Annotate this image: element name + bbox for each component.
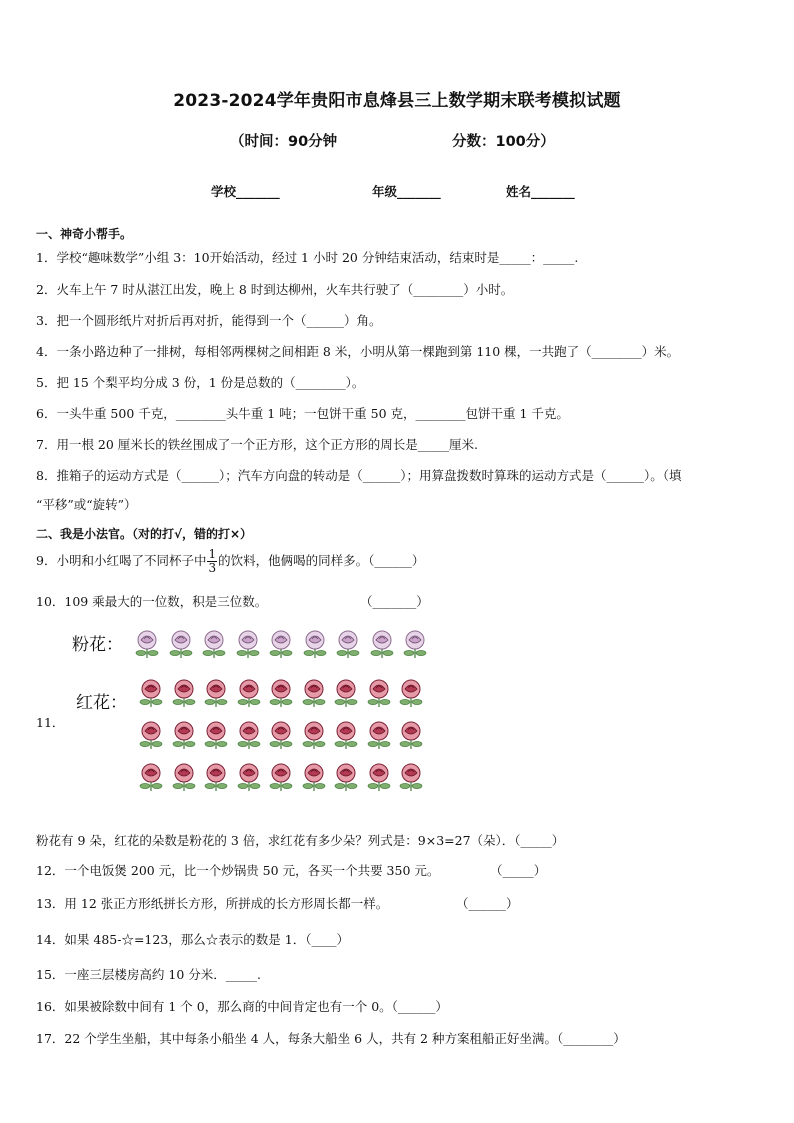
pink-flower-icon xyxy=(199,629,229,659)
red-flower-icon xyxy=(266,720,296,750)
pink-flower-icon xyxy=(266,629,296,659)
red-flower-icon xyxy=(396,762,426,792)
question-12: 12．一个电饭煲 200 元，比一个炒锅贵 50 元，各买一个共要 350 元。 xyxy=(36,863,440,878)
pink-flower-icon xyxy=(166,629,196,659)
question-9 xyxy=(36,548,424,575)
question-7: 7．用一根 20 厘米长的铁丝围成了一个正方形，这个正方形的周长是_____厘米. xyxy=(36,437,479,452)
red-flower-icon xyxy=(266,762,296,792)
pink-flower-label: 粉花： xyxy=(72,635,123,655)
question-10: 10．109 乘最大的一位数，积是三位数。 xyxy=(36,594,268,609)
red-flower-icon xyxy=(234,720,264,750)
question-9-text-after: 的饮料，他俩喝的同样多。（______） xyxy=(218,553,425,568)
question-13: 13．用 12 张正方形纸拼长方形，所拼成的长方形周长都一样。 xyxy=(36,896,389,911)
red-flower-icon xyxy=(331,678,361,708)
grade-field[interactable]: 年级_______ xyxy=(372,184,441,199)
question-9-text-before: 9．小明和小红喝了不同杯子中 xyxy=(36,553,207,568)
pink-flower-icon xyxy=(132,629,162,659)
question-11-number: 11． xyxy=(36,715,65,730)
question-13-answer: （______） xyxy=(456,896,519,911)
fraction-denominator: 3 xyxy=(208,561,217,575)
red-flower-icon xyxy=(396,720,426,750)
red-flower-icon xyxy=(234,762,264,792)
question-1: 1．学校“趣味数学”小组 3：10开始活动，经过 1 小时 20 分钟结束活动，结束时是_____：_____. xyxy=(36,250,579,265)
question-16: 16．如果被除数中间有 1 个 0，那么商的中间肯定也有一个 0。（______） xyxy=(36,999,448,1014)
question-17: 17．22 个学生坐船，其中每条小船坐 4 人，每条大船坐 6 人，共有 2 种方案租船正好坐满。（________） xyxy=(36,1031,626,1046)
red-flower-icon xyxy=(136,762,166,792)
fraction-numerator: 1 xyxy=(208,547,217,561)
red-flower-icon xyxy=(299,678,329,708)
question-2: 2．火车上午 7 时从湛江出发，晚上 8 时到达柳州，火车共行驶了（________）小时。 xyxy=(36,282,514,297)
red-flower-icon xyxy=(299,720,329,750)
red-flower-icon xyxy=(364,762,394,792)
red-flower-icon xyxy=(364,720,394,750)
name-field[interactable]: 姓名_______ xyxy=(506,184,575,199)
red-flower-icon xyxy=(299,762,329,792)
pink-flowers-row xyxy=(132,627,432,663)
question-3: 3．把一个圆形纸片对折后再对折，能得到一个（______）角。 xyxy=(36,313,382,328)
section-1-heading: 一、神奇小帮手。 xyxy=(36,227,133,241)
score-label: 分数：100分） xyxy=(452,134,555,150)
question-5: 5．把 15 个梨平均分成 3 份，1 份是总数的（________）。 xyxy=(36,375,365,390)
pink-flower-icon xyxy=(367,629,397,659)
time-label: （时间：90分钟 xyxy=(230,134,338,150)
red-flower-icon xyxy=(234,678,264,708)
question-8-line1: 8．推箱子的运动方式是（______）；汽车方向盘的转动是（______）；用算盘拨数时算珠的运动方式是（______）。（填 xyxy=(36,468,682,483)
question-12-answer: （_____） xyxy=(490,863,547,878)
pink-flower-icon xyxy=(300,629,330,659)
exam-title: 2023-2024学年贵阳市息烽县三上数学期末联考模拟试题 xyxy=(173,91,621,111)
question-6: 6．一头牛重 500 千克，________头牛重 1 吨；一包饼干重 50 克，________包饼干重 1 千克。 xyxy=(36,406,569,421)
question-11: 粉花有 9 朵，红花的朵数是粉花的 3 倍，求红花有多少朵？列式是：9×3=27（朵）．（_____） xyxy=(36,833,565,848)
pink-flower-icon xyxy=(333,629,363,659)
question-4: 4．一条小路边种了一排树，每相邻两棵树之间相距 8 米，小明从第一棵跑到第 110 棵，一共跑了（________）米。 xyxy=(36,344,680,359)
red-flower-label: 红花： xyxy=(76,693,127,713)
red-flower-icon xyxy=(136,678,166,708)
red-flower-icon xyxy=(201,762,231,792)
question-10-answer: （_______） xyxy=(360,594,429,609)
red-flowers-grid xyxy=(136,678,436,804)
school-field[interactable]: 学校_______ xyxy=(211,184,280,199)
red-flower-icon xyxy=(136,720,166,750)
red-flower-icon xyxy=(201,678,231,708)
red-flower-icon xyxy=(331,762,361,792)
red-flower-icon xyxy=(266,678,296,708)
red-flower-icon xyxy=(331,720,361,750)
pink-flower-icon xyxy=(400,629,430,659)
question-8-line2: “平移”或“旋转”） xyxy=(36,497,137,512)
question-15: 15．一座三层楼房高约 10 分米．_____. xyxy=(36,967,261,982)
red-flower-icon xyxy=(169,762,199,792)
section-2-heading: 二、我是小法官。（对的打√，错的打×） xyxy=(36,527,253,541)
red-flower-icon xyxy=(169,678,199,708)
fraction-one-third xyxy=(207,548,217,575)
red-flower-icon xyxy=(364,678,394,708)
question-14: 14．如果 485-☆=123，那么☆表示的数是 1．（____） xyxy=(36,932,349,947)
red-flower-icon xyxy=(201,720,231,750)
red-flower-icon xyxy=(396,678,426,708)
pink-flower-icon xyxy=(233,629,263,659)
red-flower-icon xyxy=(169,720,199,750)
